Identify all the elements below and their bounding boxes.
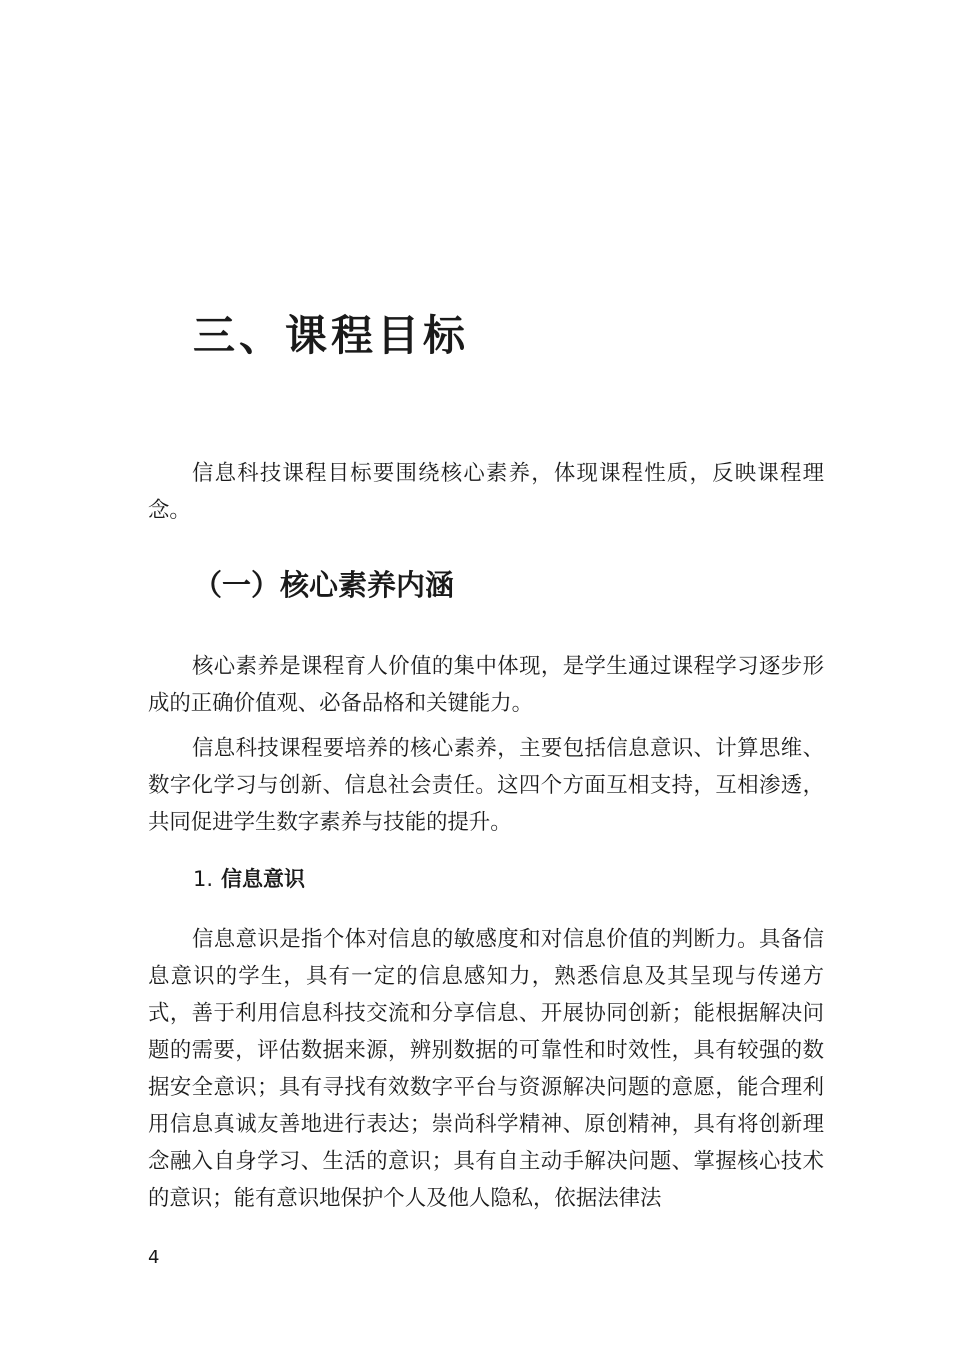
subsection-paragraph: 信息意识是指个体对信息的敏感度和对信息价值的判断力。具备信息意识的学生，具有一定的信息感知力，熟悉信息及其呈现与传递方式，善于利用信息科技交流和分享信息、开展协同创新；能根据解决问题的需要，评估数据来源，辨别数据的可靠性和时效性，具有较强的数据安全意识；具有寻找有效数字平台与资源解决问题的意愿，能合理利用信息真诚友善地进行表达；崇尚科学精神、原创精神，具有将创新理念融入自身学习、生活的意识；具有自主动手解决问题、掌握核心技术的意识；能有意识地保护个人及他人隐私，依据法律法 [148, 927, 824, 1211]
chapter-title: 三、课程目标 [193, 311, 470, 360]
intro-paragraph: 信息科技课程目标要围绕核心素养，体现课程性质，反映课程理念。 [148, 461, 824, 523]
section-title: （一）核心素养内涵 [193, 568, 455, 602]
section-paragraph-1: 核心素养是课程育人价值的集中体现，是学生通过课程学习逐步形成的正确价值观、必备品格和关键能力。 [148, 654, 824, 716]
page-number: 4 [148, 1247, 160, 1268]
subsection-heading [193, 863, 305, 895]
section-paragraph-2: 信息科技课程要培养的核心素养，主要包括信息意识、计算思维、数字化学习与创新、信息社会责任。这四个方面互相支持，互相渗透，共同促进学生数字素养与技能的提升。 [148, 736, 824, 835]
subsection-title: 信息意识 [221, 867, 306, 891]
subsection-number: 1. [193, 867, 214, 891]
